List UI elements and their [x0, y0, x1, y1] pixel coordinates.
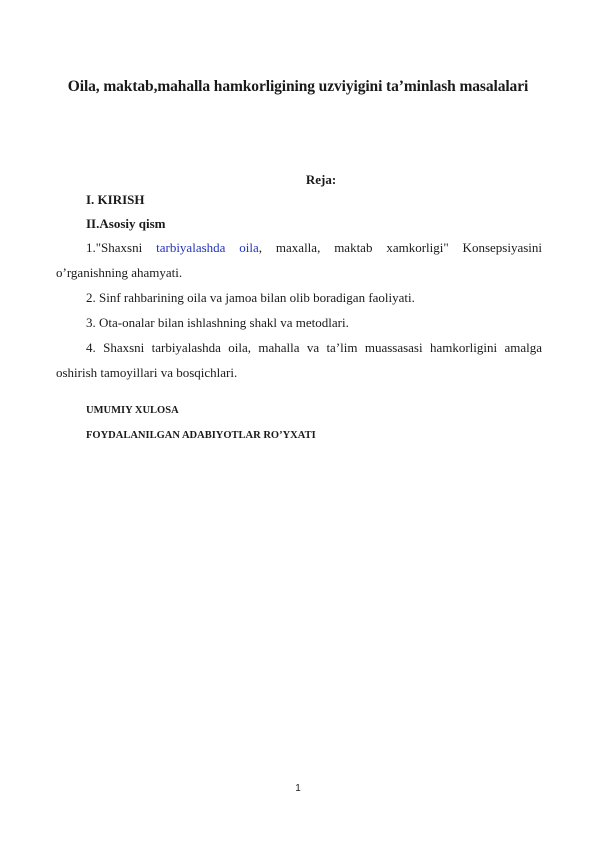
- plan-item-3: 3. Ota-onalar bilan ishlashning shakl va metodlari.: [86, 315, 349, 330]
- plan-item-4-continuation: oshirish tamoyillari va bosqichlari.: [56, 365, 238, 380]
- references-heading: FOYDALANILGAN ADABIYOTLAR RO’YXATI: [86, 430, 316, 441]
- plan-item-intro: I. KIRISH: [86, 192, 145, 207]
- plan-item-2: 2. Sinf rahbarining oila va jamoa bilan olib boradigan faoliyati.: [86, 290, 415, 305]
- plan-item-4: 4. Shaxsni tarbiyalashda oila, mahalla va ta’lim muassasasi hamkorligini amalga: [86, 340, 542, 355]
- plan-item-1-rest: , maxalla, maktab xamkorligi" Konsepsiyasini: [258, 240, 542, 255]
- conclusion-heading: UMUMIY XULOSA: [86, 405, 179, 416]
- plan-item-1-prefix: 1."Shaxsni: [86, 240, 143, 255]
- plan-item-1-link[interactable]: tarbiyalashda oila: [156, 240, 259, 255]
- page-number: 1: [295, 783, 301, 794]
- plan-item-1-continuation: o’rganishning ahamyati.: [56, 265, 183, 280]
- plan-item-1: [86, 240, 542, 256]
- plan-heading: Reja:: [305, 172, 337, 187]
- plan-item-main: II.Asosiy qism: [86, 216, 166, 231]
- document-title: Oila, maktab,mahalla hamkorligining uzviyigini ta’minlash masalalari: [67, 78, 529, 95]
